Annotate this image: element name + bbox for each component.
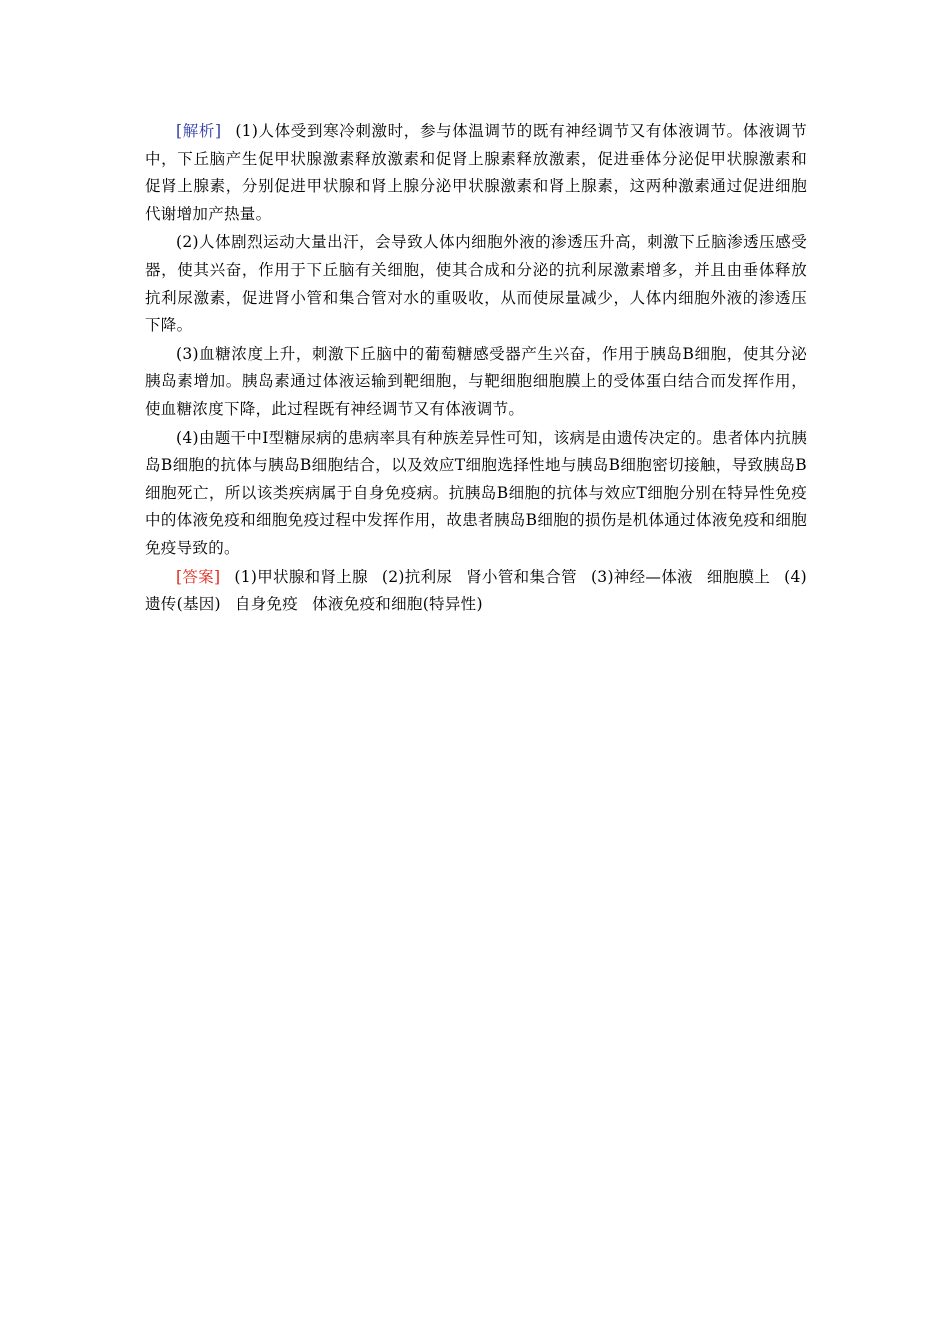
answer-label: [答案]	[176, 567, 221, 586]
answer-item: (3)神经—体液	[590, 567, 693, 586]
answer-item: 细胞膜上	[706, 567, 771, 586]
analysis-paragraph-3	[145, 341, 807, 424]
analysis-text-4: (4)由题干中Ⅰ型糖尿病的患病率具有种族差异性可知，该病是由遗传决定的。患者体内抗胰岛B细胞的抗体与胰岛B细胞结合，以及效应T细胞选择性地与胰岛B细胞密切接触，导致胰岛B细胞死亡，所以该类疾病属于自身免疫病。抗胰岛B细胞的抗体与效应T细胞分别在特异性免疫中的体液免疫和细胞免疫过程中发挥作用，故患者胰岛B细胞的损伤是机体通过体液免疫和细胞免疫导致的。	[145, 428, 807, 557]
analysis-paragraph-1	[145, 118, 807, 228]
answer-item: 体液免疫和细胞(特异性)	[312, 595, 483, 614]
answer-item: (1)甲状腺和肾上腺	[234, 567, 368, 586]
answer-paragraph	[145, 564, 807, 619]
document-body	[145, 118, 807, 620]
analysis-text-2: (2)人体剧烈运动大量出汗，会导致人体内细胞外液的渗透压升高，刺激下丘脑渗透压感受器，使其兴奋，作用于下丘脑有关细胞，使其合成和分泌的抗利尿激素增多，并且由垂体释放抗利尿激素，促进肾小管和集合管对水的重吸收，从而使尿量减少，人体内细胞外液的渗透压下降。	[145, 233, 807, 335]
answer-item: (2)抗利尿	[381, 567, 453, 586]
answer-item: 肾小管和集合管	[466, 567, 577, 586]
analysis-label: [解析]	[176, 122, 222, 140]
analysis-text-3: (3)血糖浓度上升，刺激下丘脑中的葡萄糖感受器产生兴奋，作用于胰岛B细胞，使其分泌胰岛素增加。胰岛素通过体液运输到靶细胞，与靶细胞细胞膜上的受体蛋白结合而发挥作用，使血糖浓度下降，此过程既有神经调节又有体液调节。	[145, 344, 807, 418]
analysis-text-1: (1)人体受到寒冷刺激时，参与体温调节的既有神经调节又有体液调节。体液调节中，下丘脑产生促甲状腺激素释放激素和促肾上腺素释放激素，促进垂体分泌促甲状腺激素和促肾上腺素，分别促进甲状腺和肾上腺分泌甲状腺激素和肾上腺素，这两种激素通过促进细胞代谢增加产热量。	[145, 122, 808, 223]
analysis-paragraph-2	[145, 229, 807, 339]
answer-item: (4)遗传(基因)	[145, 567, 808, 614]
answer-item: 自身免疫	[234, 595, 299, 614]
analysis-paragraph-4	[145, 425, 807, 563]
